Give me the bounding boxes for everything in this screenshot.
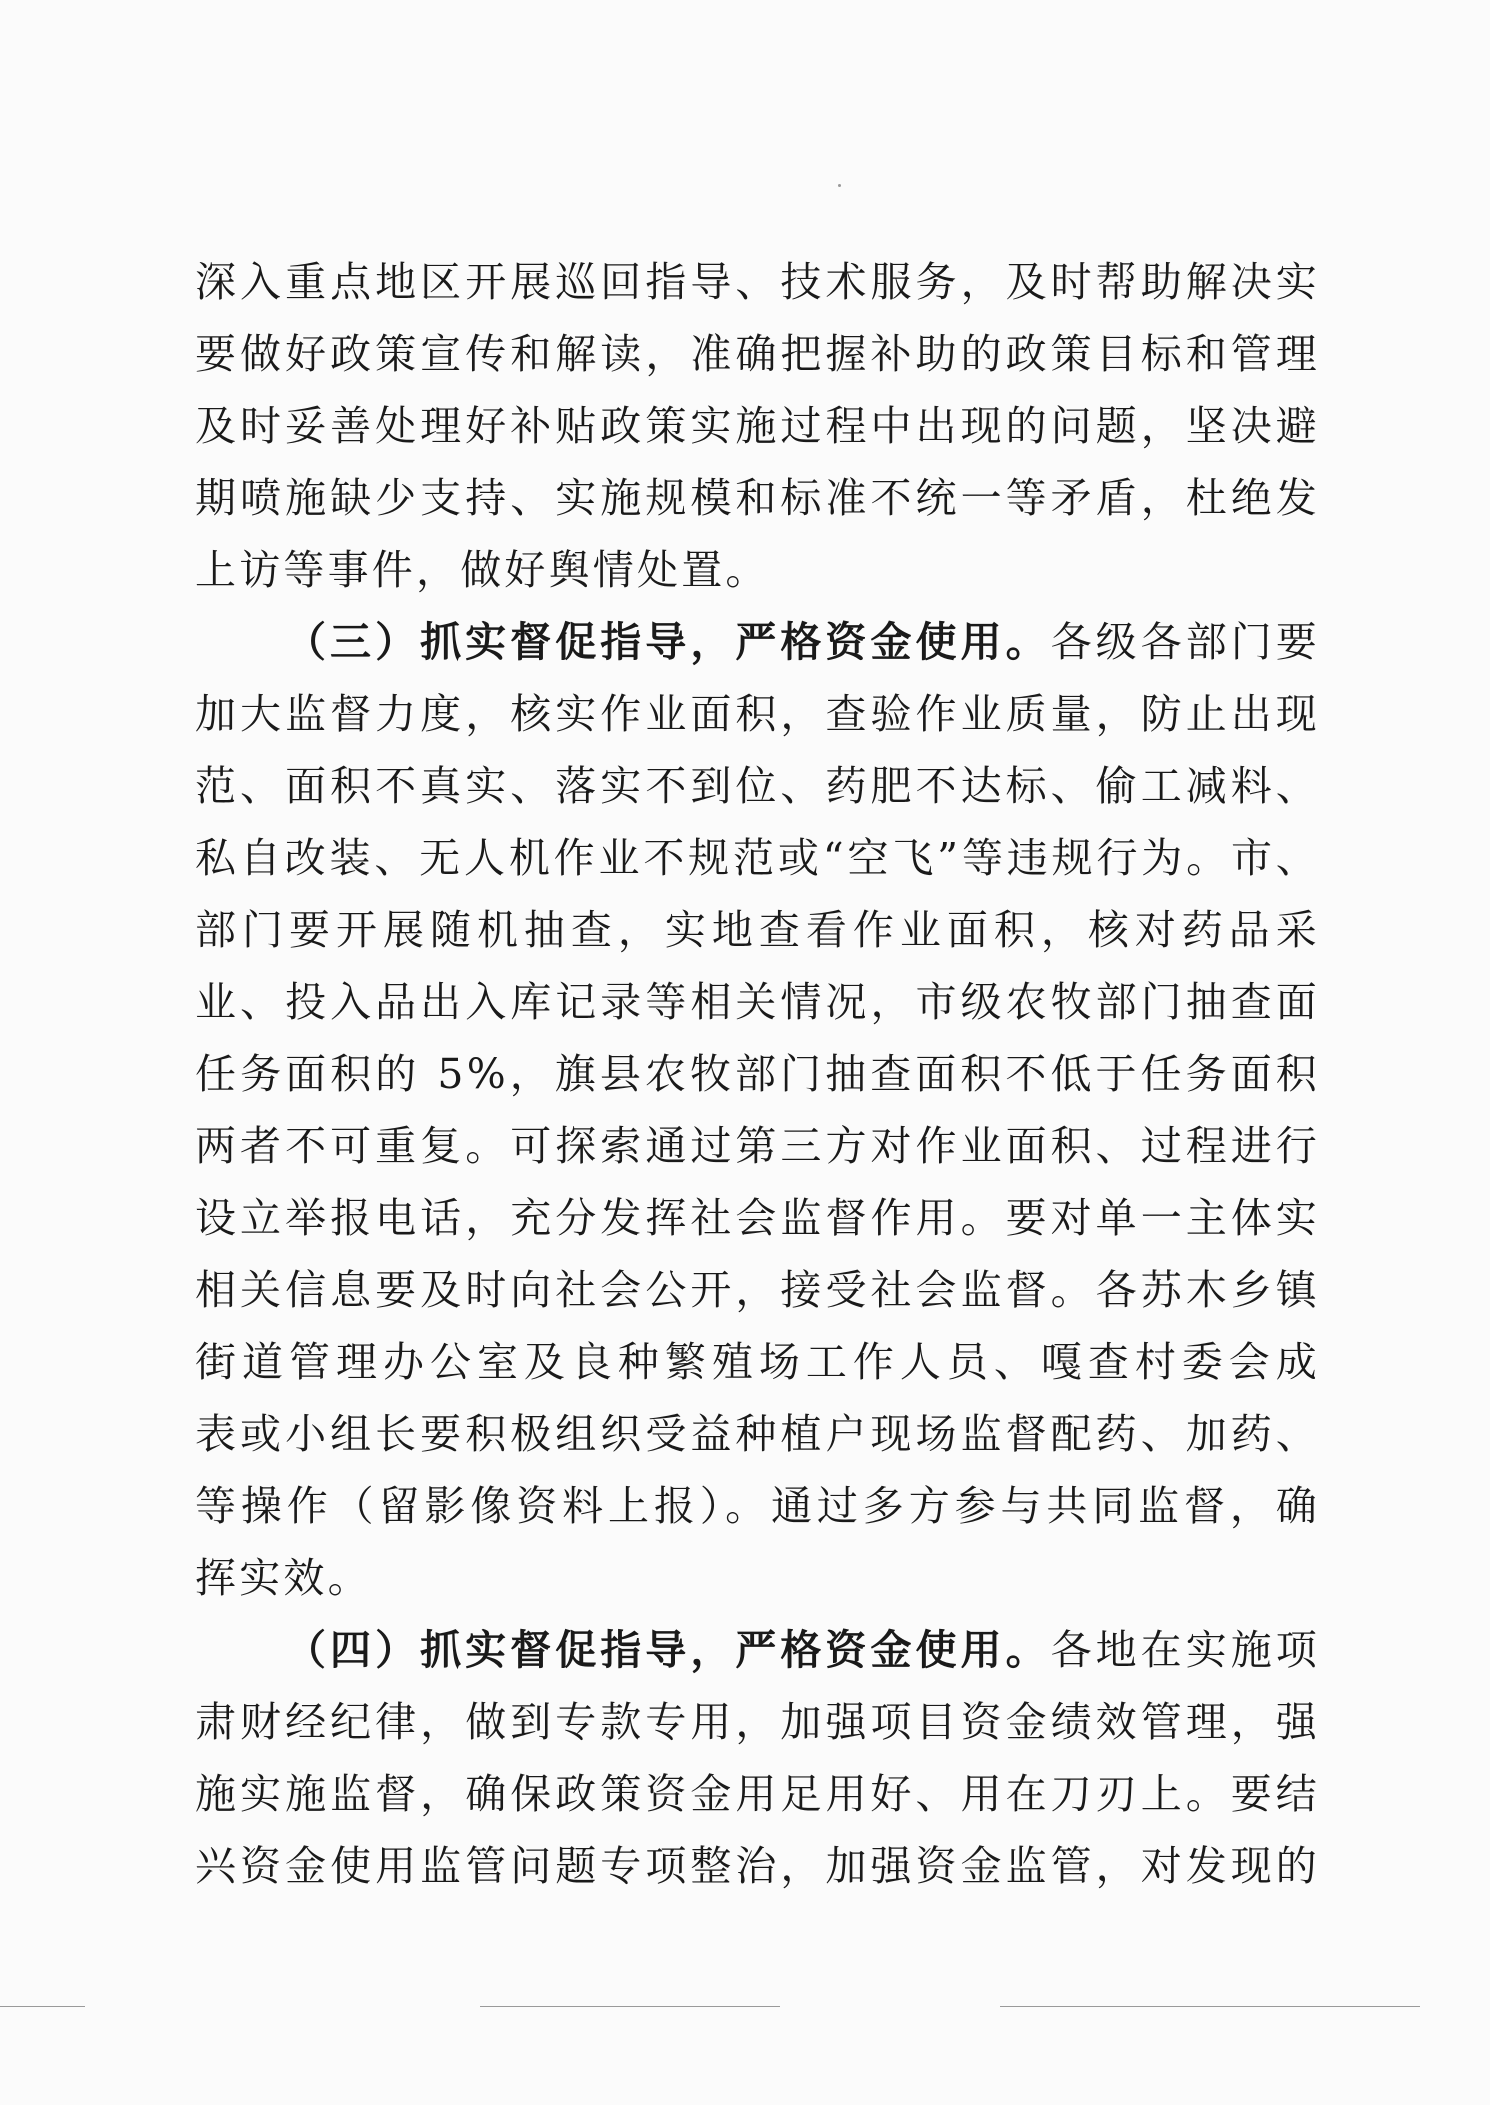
body-line: 相关信息要及时向社会公开，接受社会监督。各苏木乡镇 [195, 1266, 1320, 1314]
section-4-first-line [285, 1614, 1320, 1686]
body-line: 等操作（留影像资料上报）。通过多方参与共同监督，确 [195, 1482, 1320, 1530]
body-line: 挥实效。 [195, 1554, 372, 1602]
body-line: 街道管理办公室及良种繁殖场工作人员、嘎查村委会成 [195, 1338, 1320, 1386]
section-3-first-text: 各级各部门要 [1050, 618, 1320, 666]
body-line: 任务面积的 5%，旗县农牧部门抽查面积不低于任务面积 [195, 1050, 1320, 1098]
footer-rule-right [1000, 2006, 1420, 2007]
body-line: 业、投入品出入库记录等相关情况，市级农牧部门抽查面 [195, 978, 1320, 1026]
body-line: 深入重点地区开展巡回指导、技术服务，及时帮助解决实 [195, 258, 1320, 306]
scan-speck [838, 184, 841, 187]
body-line: 要做好政策宣传和解读，准确把握补助的政策目标和管理 [195, 330, 1320, 378]
body-line: 两者不可重复。可探索通过第三方对作业面积、过程进行 [195, 1122, 1320, 1170]
body-line: 及时妥善处理好补贴政策实施过程中出现的问题，坚决避 [195, 402, 1320, 450]
body-line: 私自改装、无人机作业不规范或“空飞”等违规行为。市、 [195, 834, 1320, 882]
section-3-first-line [285, 606, 1320, 678]
section-3-heading: （三）抓实督促指导，严格资金使用。 [285, 618, 1051, 666]
body-line: 施实施监督，确保政策资金用足用好、用在刀刃上。要结 [195, 1770, 1320, 1818]
body-line: 肃财经纪律，做到专款专用，加强项目资金绩效管理，强 [195, 1698, 1320, 1746]
body-line: 范、面积不真实、落实不到位、药肥不达标、偷工减料、 [195, 762, 1320, 810]
body-line: 部门要开展随机抽查，实地查看作业面积，核对药品采 [195, 906, 1320, 954]
body-line: 兴资金使用监管问题专项整治，加强资金监管，对发现的 [195, 1842, 1320, 1890]
footer-rule-left [0, 2006, 85, 2007]
body-line: 上访等事件，做好舆情处置。 [195, 546, 770, 594]
body-line: 加大监督力度，核实作业面积，查验作业质量，防止出现 [195, 690, 1320, 738]
body-line: 期喷施缺少支持、实施规模和标准不统一等矛盾，杜绝发 [195, 474, 1320, 522]
section-4-heading: （四）抓实督促指导，严格资金使用。 [285, 1626, 1051, 1674]
body-line: 设立举报电话，充分发挥社会监督作用。要对单一主体实 [195, 1194, 1320, 1242]
section-4-first-text: 各地在实施项 [1050, 1626, 1320, 1674]
footer-rule-center [480, 2006, 780, 2007]
body-line: 表或小组长要积极组织受益种植户现场监督配药、加药、 [195, 1410, 1320, 1458]
